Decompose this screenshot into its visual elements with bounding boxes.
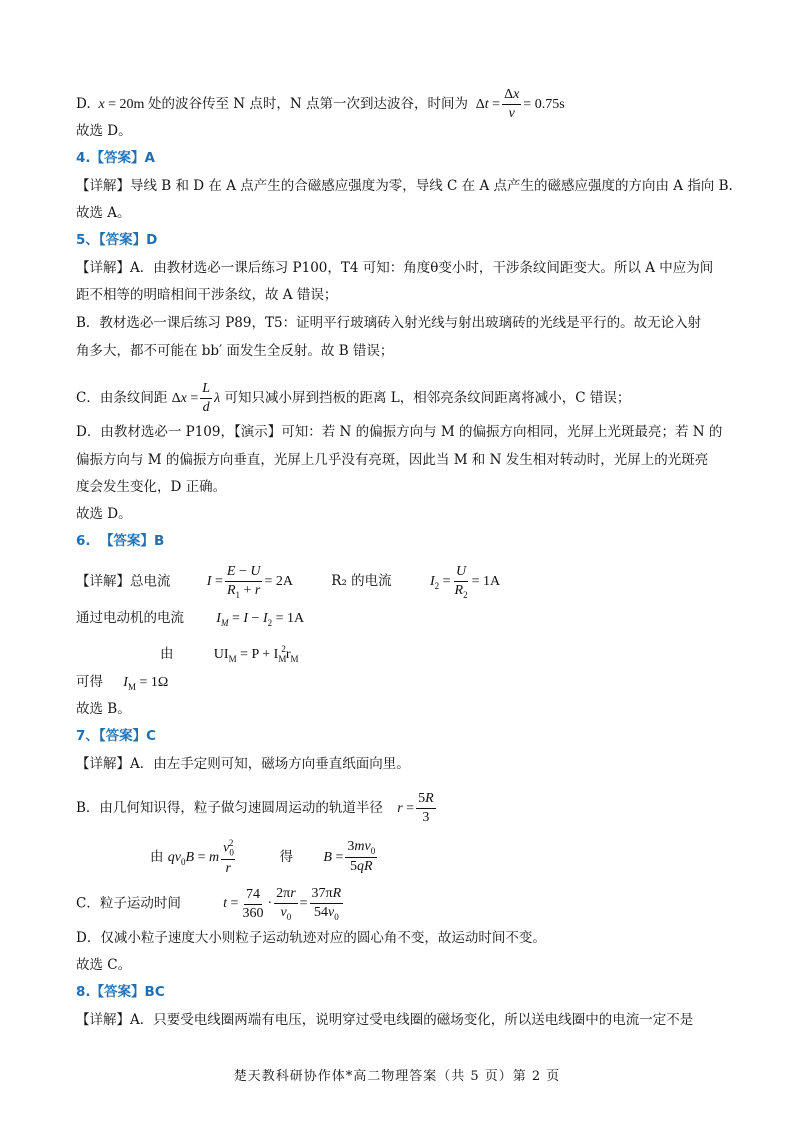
q3-choose: 故选 D。 (76, 123, 132, 139)
result: = 0.75s (523, 96, 565, 112)
text: 【详解】总电流 (76, 573, 171, 590)
text: R₂ 的电流 (331, 573, 392, 590)
formula-r2-current: $I_2$ = $\frac{U}{R_2}$ = 1A (429, 564, 501, 600)
formula-time: t = $\frac{74}{360}$ · $\frac{2\pi r}{v_0}$ = $\frac{37\pi R}{54v_0}$ (223, 886, 342, 922)
text: 可得 (76, 674, 103, 690)
q4-number: 4. (76, 150, 91, 166)
answer-tag: 【答案】 (98, 728, 147, 744)
q7-detail-line-2 (76, 791, 438, 826)
q8-number: 8. (76, 984, 91, 1000)
q8-answer-heading (76, 986, 165, 1000)
formula-result: $I_M = 1\Omega$ (123, 675, 169, 692)
text: 通过电动机的电流 (76, 610, 184, 626)
page-footer: 楚天教科研协作体*高二物理答案（共 5 页）第 2 页 (233, 1069, 561, 1084)
q6-number: 6. (76, 533, 91, 549)
formula-x: x = 20m (98, 96, 148, 112)
answer-tag: 【答案】 (90, 150, 145, 166)
q7-number: 7、 (76, 728, 99, 744)
option-label: D. (76, 95, 91, 112)
q7-detail-line-1: 【详解】A．由左手定则可知，磁场方向垂直纸面向里。 (76, 756, 410, 772)
q7-detail-line-4 (76, 886, 345, 922)
answer-tag: 【答案】 (90, 984, 145, 1000)
q5-choose: 故选 D。 (76, 506, 132, 522)
answer-tag: 【答案】 (98, 232, 147, 248)
q5-answer-heading (76, 234, 157, 248)
q5-number: 5、 (76, 232, 99, 248)
q7-choose: 故选 C。 (76, 957, 132, 973)
q4-answer-heading (76, 152, 155, 166)
q7-answer-heading (76, 730, 156, 744)
q5-detail-line-1: 【详解】A．由教材选必一课后练习 P100，T4 可知：角度θ变小时，干涉条纹间距变大。所以 A 中应为间 (76, 260, 714, 276)
q8-answer: BC (144, 984, 165, 1000)
q6-detail-line-3 (76, 645, 299, 663)
answer-tag: 【答案】 (99, 533, 154, 549)
q6-detail-line-1 (76, 564, 500, 600)
text: 处的波谷传至 N 点时，N 点第一次到达波谷，时间为 (147, 95, 468, 112)
text: C．由条纹间距 (76, 389, 168, 406)
text: 得 (279, 848, 294, 865)
q5-detail-line-4: 角多大，都不可能在 bb′ 面发生全反射。故 B 错误； (76, 343, 394, 359)
formula-total-current: I = $\frac{E - U}{R_1 + r}$ = 2A (206, 564, 293, 600)
formula-lorentz: $qv_0B = m$ $\frac{v_0^2}{r}$ (167, 838, 234, 876)
q7-detail-line-5: D．仅减小粒子速度大小则粒子运动轨迹对应的圆心角不变，故运动时间不变。 (76, 930, 546, 946)
q6-detail-line-4 (76, 676, 168, 692)
text: 可知只减小屏到挡板的距离 L，相邻亮条纹间距离将减小，C 错误； (224, 389, 631, 406)
formula-delta-t: Δt = $\frac{\Delta x}{v}$ (472, 87, 520, 122)
q5-detail-line-5 (76, 381, 630, 416)
q6-choose: 故选 B。 (76, 701, 131, 717)
q4-detail: 【详解】导线 B 和 D 在 A 点产生的合磁感应强度为零，导线 C 在 A 点产生的磁感应强度的方向由 A 指向 B. (76, 178, 733, 194)
formula-fringe-spacing: Δx = $\frac{L}{d}$ λ (171, 381, 221, 416)
q4-choose: 故选 A。 (76, 205, 131, 221)
formula-power: $UI_M = P + I_M^2r_M$ (213, 644, 299, 664)
q5-detail-line-3: B．教材选必一课后练习 P89，T5：证明平行玻璃砖入射光线与射出玻璃砖的光线是平行的。故无论入射 (76, 315, 702, 331)
q4-answer: A (144, 150, 155, 166)
formula-radius: r = $\frac{5R}{3}$ (397, 791, 434, 826)
q5-detail-line-7: 偏振方向与 M 的偏振方向垂直，光屏上几乎没有亮斑，因此当 M 和 N 发生相对转动时，光屏上的光斑亮 (76, 452, 709, 468)
q5-detail-line-2: 距不相等的明暗相间干涉条纹，故 A 错误； (76, 287, 338, 303)
text: B．由几何知识得，粒子做匀速圆周运动的轨道半径 (76, 799, 383, 816)
q7-detail-line-3 (76, 838, 379, 877)
q6-detail-line-2 (76, 612, 304, 628)
q8-detail-line-1: 【详解】A．只要受电线圈两端有电压，说明穿过受电线圈的磁场变化，所以送电线圈中的电流一定不是 (76, 1012, 694, 1028)
q7-answer: C (146, 728, 157, 744)
q5-detail-line-6: D．由教材选必一 P109，【演示】可知：若 N 的偏振方向与 M 的偏振方向相同，光屏上光斑最亮；若 N 的 (76, 424, 723, 440)
text: C．粒子运动时间 (76, 895, 181, 912)
q5-detail-line-8: 度会发生变化，D 正确。 (76, 479, 227, 495)
text: 由 (150, 848, 164, 865)
q6-answer: B (153, 533, 165, 549)
text: 由 (160, 645, 174, 662)
q6-answer-heading (76, 535, 164, 549)
q3-option-d-line (76, 87, 565, 122)
formula-motor-current: $I_M = I - I_2 = 1A$ (216, 611, 305, 628)
q5-answer: D (146, 232, 158, 248)
formula-field-b: B = $\frac{3mv_0}{5qR}$ (323, 839, 376, 875)
